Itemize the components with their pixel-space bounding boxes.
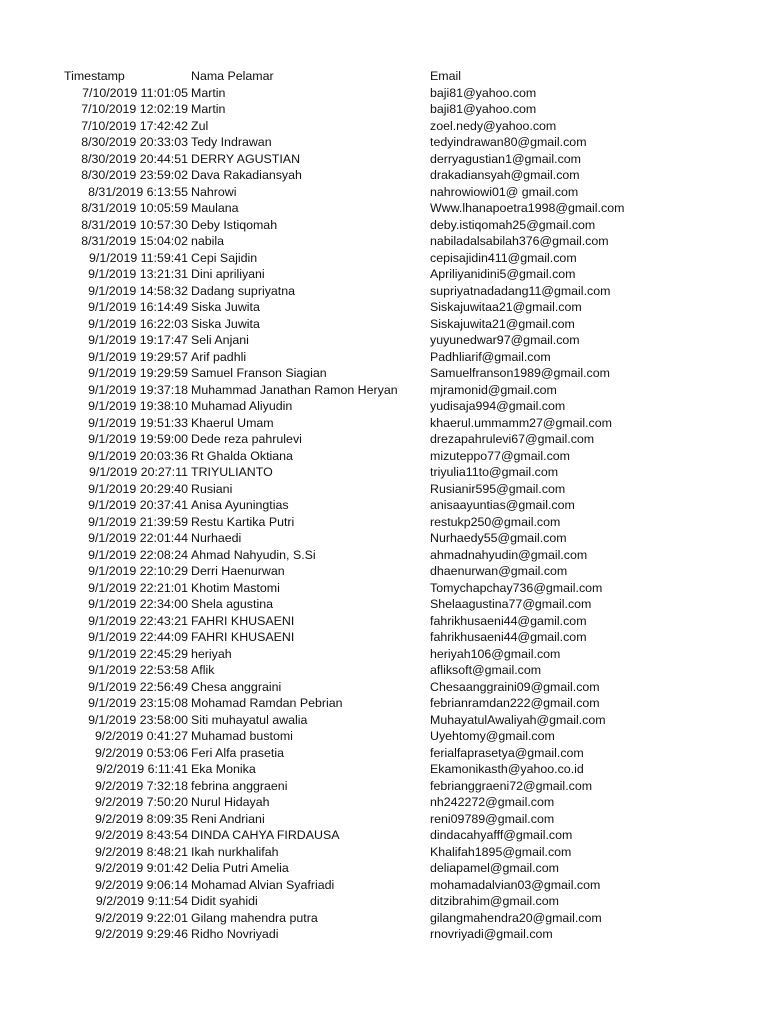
- cell-timestamp: 9/1/2019 22:21:01: [88, 580, 188, 595]
- cell-name: Aflik: [191, 663, 215, 677]
- cell-name: heriyah: [191, 646, 232, 661]
- cell-name: Restu Kartika Putri: [191, 514, 295, 529]
- cell-name: Siti muhayatul awalia: [191, 712, 308, 727]
- cell-timestamp: 9/1/2019 22:44:09: [88, 630, 188, 644]
- cell-name: Dadang supriyatna: [191, 283, 296, 298]
- cell-email: anisaayuntias@gmail.com: [430, 498, 575, 512]
- cell-timestamp: 8/30/2019 20:33:03: [81, 135, 188, 149]
- cell-name: Siska Juwita: [191, 316, 260, 331]
- table-row: [0, 365, 768, 382]
- cell-email: fahrikhusaeni44@gamil.com: [430, 613, 587, 628]
- cell-timestamp: 9/1/2019 19:29:57: [88, 349, 188, 364]
- cell-email: drezapahrulevi67@gmail.com: [430, 432, 595, 446]
- cell-name: FAHRI KHUSAENI: [191, 630, 295, 644]
- table-row: [0, 431, 768, 448]
- table-row: [0, 596, 768, 613]
- cell-name: Mohamad Alvian Syafriadi: [191, 877, 335, 892]
- cell-name: nabila: [191, 234, 225, 248]
- cell-name: Rt Ghalda Oktiana: [191, 448, 293, 463]
- cell-name: Ahmad Nahyudin, S.Si: [191, 547, 316, 562]
- cell-timestamp: 9/1/2019 22:56:49: [88, 679, 188, 694]
- cell-timestamp: 9/1/2019 22:45:29: [88, 646, 188, 661]
- cell-name: Derri Haenurwan: [191, 564, 285, 578]
- cell-name: Muhamad Aliyudin: [191, 399, 293, 413]
- cell-email: yuyunedwar97@gmail.com: [430, 333, 580, 347]
- cell-email: Tomychapchay736@gmail.com: [430, 580, 603, 595]
- cell-timestamp: 9/1/2019 20:29:40: [88, 481, 188, 496]
- table-row: [0, 349, 768, 366]
- cell-timestamp: 9/2/2019 6:11:41: [95, 762, 188, 776]
- cell-timestamp: 9/1/2019 22:10:29: [88, 564, 188, 578]
- cell-email: gilangmahendra20@gmail.com: [430, 910, 602, 925]
- cell-email: Rusianir595@gmail.com: [430, 481, 566, 496]
- table-row: [0, 250, 768, 267]
- cell-email: derryagustian1@gmail.com: [430, 151, 582, 166]
- cell-timestamp: 9/1/2019 19:51:33: [88, 415, 188, 430]
- cell-name: Maulana: [191, 201, 239, 215]
- cell-name: TRIYULIANTO: [191, 465, 273, 479]
- cell-email: mizuteppo77@gmail.com: [430, 448, 570, 463]
- table-row: [0, 893, 768, 910]
- table-row: [0, 85, 768, 102]
- table-row: [0, 266, 768, 283]
- cell-email: dhaenurwan@gmail.com: [430, 564, 568, 578]
- cell-timestamp: 7/10/2019 12:02:19: [81, 102, 188, 116]
- table-row: [0, 827, 768, 844]
- cell-timestamp: 9/2/2019 9:06:14: [94, 877, 188, 892]
- table-row: [0, 910, 768, 927]
- table-row: [0, 547, 768, 564]
- cell-name: Anisa Ayuningtias: [191, 498, 289, 512]
- cell-email: Samuelfranson1989@gmail.com: [430, 366, 610, 380]
- table-row: [0, 382, 768, 399]
- cell-email: triyulia11to@gmail.com: [430, 465, 559, 479]
- table-row: [0, 415, 768, 432]
- cell-name: Feri Alfa prasetia: [191, 745, 284, 760]
- cell-timestamp: 9/1/2019 22:34:00: [88, 597, 188, 611]
- table-row: [0, 151, 768, 168]
- cell-name: Khaerul Umam: [191, 415, 274, 430]
- cell-timestamp: 9/2/2019 9:11:54: [95, 894, 188, 908]
- table-row: [0, 877, 768, 894]
- table-row: [0, 794, 768, 811]
- cell-email: Chesaanggraini09@gmail.com: [430, 679, 600, 694]
- table-row: [0, 316, 768, 333]
- cell-email: Uyehtomy@gmail.com: [430, 729, 555, 743]
- cell-timestamp: 9/2/2019 8:48:21: [94, 844, 188, 859]
- cell-email: Padhliarif@gmail.com: [430, 349, 551, 364]
- cell-timestamp: 8/31/2019 10:05:59: [81, 201, 188, 215]
- table-row: [0, 398, 768, 415]
- cell-timestamp: 9/2/2019 0:53:06: [94, 745, 188, 760]
- cell-timestamp: 8/30/2019 23:59:02: [81, 168, 188, 182]
- cell-email: Siskajuwita21@gmail.com: [430, 316, 575, 331]
- table-row: [0, 464, 768, 481]
- cell-name: Delia Putri Amelia: [191, 861, 289, 875]
- cell-timestamp: 7/10/2019 17:42:42: [81, 118, 188, 133]
- cell-timestamp: 8/30/2019 20:44:51: [81, 151, 188, 166]
- cell-timestamp: 9/2/2019 9:01:42: [94, 861, 188, 875]
- cell-timestamp: 9/2/2019 8:43:54: [94, 828, 188, 842]
- cell-name: febrina anggraeni: [191, 778, 288, 793]
- cell-timestamp: 9/2/2019 9:22:01: [94, 910, 188, 925]
- cell-timestamp: 9/1/2019 20:27:11: [89, 465, 188, 479]
- table-row: [0, 844, 768, 861]
- cell-name: Muhamad bustomi: [191, 729, 293, 743]
- cell-name: Reni Andriani: [191, 811, 265, 826]
- cell-email: tedyindrawan80@gmail.com: [430, 135, 587, 149]
- cell-email: Shelaagustina77@gmail.com: [430, 597, 592, 611]
- cell-email: deliapamel@gmail.com: [430, 861, 559, 875]
- table-row: [0, 679, 768, 696]
- cell-email: heriyah106@gmail.com: [430, 646, 561, 661]
- cell-name: Ikah nurkhalifah: [191, 844, 279, 859]
- cell-email: drakadiansyah@gmail.com: [430, 168, 580, 182]
- cell-name: Gilang mahendra putra: [191, 910, 318, 925]
- table-row: [0, 514, 768, 531]
- cell-email: baji81@yahoo.com: [430, 85, 537, 100]
- table-header-row: [0, 68, 768, 85]
- cell-timestamp: 9/2/2019 0:41:27: [94, 729, 188, 743]
- cell-timestamp: 9/1/2019 16:22:03: [88, 316, 188, 331]
- cell-name: Tedy Indrawan: [191, 135, 272, 149]
- cell-timestamp: 7/10/2019 11:01:05: [82, 85, 188, 100]
- header-timestamp: Timestamp: [64, 69, 125, 83]
- cell-email: Ekamonikasth@yahoo.co.id: [430, 762, 584, 776]
- table-row: [0, 283, 768, 300]
- cell-timestamp: 9/1/2019 11:59:41: [89, 250, 188, 265]
- cell-name: DINDA CAHYA FIRDAUSA: [191, 828, 340, 842]
- table-row: [0, 761, 768, 778]
- header-email: Email: [430, 69, 461, 83]
- table-row: [0, 778, 768, 795]
- cell-name: Zul: [191, 118, 209, 133]
- cell-name: Nurhaedi: [191, 531, 242, 545]
- cell-name: Seli Anjani: [191, 333, 249, 347]
- cell-timestamp: 9/1/2019 23:58:00: [88, 712, 188, 727]
- cell-email: yudisaja994@gmail.com: [430, 399, 566, 413]
- cell-timestamp: 9/1/2019 23:15:08: [88, 696, 188, 710]
- cell-email: mohamadalvian03@gmail.com: [430, 877, 601, 892]
- cell-name: Cepi Sajidin: [191, 250, 258, 265]
- cell-email: nahrowiowi01@ gmail.com: [430, 184, 579, 199]
- cell-name: Martin: [191, 85, 226, 100]
- cell-email: nabiladalsabilah376@gmail.com: [430, 234, 609, 248]
- cell-name: Shela agustina: [191, 597, 273, 611]
- table-row: [0, 167, 768, 184]
- table-row: [0, 134, 768, 151]
- cell-timestamp: 8/31/2019 15:04:02: [81, 234, 188, 248]
- table-row: [0, 217, 768, 234]
- cell-email: febrianramdan222@gmail.com: [430, 696, 600, 710]
- table-row: [0, 200, 768, 217]
- cell-timestamp: 9/1/2019 16:14:49: [88, 300, 188, 314]
- cell-timestamp: 9/1/2019 19:59:00: [88, 432, 188, 446]
- cell-email: Apriliyanidini5@gmail.com: [430, 267, 576, 281]
- cell-name: Ridho Novriyadi: [191, 927, 279, 941]
- table-row: [0, 563, 768, 580]
- cell-timestamp: 9/1/2019 20:37:41: [88, 498, 188, 512]
- table-row: [0, 728, 768, 745]
- cell-name: Deby Istiqomah: [191, 217, 278, 232]
- header-name: Nama Pelamar: [191, 69, 274, 83]
- cell-name: Rusiani: [191, 481, 233, 496]
- cell-name: Mohamad Ramdan Pebrian: [191, 696, 343, 710]
- cell-email: Khalifah1895@gmail.com: [430, 844, 572, 859]
- cell-email: ferialfaprasetya@gmail.com: [430, 745, 584, 760]
- cell-timestamp: 9/1/2019 20:03:36: [88, 448, 188, 463]
- cell-timestamp: 9/2/2019 7:50:20: [94, 795, 188, 809]
- cell-email: mjramonid@gmail.com: [430, 382, 557, 397]
- cell-email: zoel.nedy@yahoo.com: [430, 118, 557, 133]
- cell-email: dindacahyafff@gmail.com: [430, 828, 573, 842]
- cell-timestamp: 9/1/2019 13:21:31: [88, 267, 188, 281]
- table-row: [0, 646, 768, 663]
- cell-timestamp: 9/1/2019 22:01:44: [88, 531, 188, 545]
- cell-email: MuhayatulAwaliyah@gmail.com: [430, 712, 606, 727]
- cell-name: Nahrowi: [191, 184, 237, 199]
- table-row: [0, 332, 768, 349]
- cell-email: Www.lhanapoetra1998@gmail.com: [430, 201, 625, 215]
- cell-name: Khotim Mastomi: [191, 580, 280, 595]
- table-row: [0, 811, 768, 828]
- cell-email: Nurhaedy55@gmail.com: [430, 531, 567, 545]
- cell-timestamp: 9/1/2019 19:37:18: [88, 382, 188, 397]
- cell-name: Dava Rakadiansyah: [191, 168, 302, 182]
- cell-timestamp: 9/1/2019 14:58:32: [88, 283, 188, 298]
- table-row: [0, 662, 768, 679]
- cell-timestamp: 9/1/2019 19:38:10: [88, 399, 188, 413]
- cell-name: Eka Monika: [191, 762, 256, 776]
- cell-name: Dede reza pahrulevi: [191, 432, 302, 446]
- cell-email: deby.istiqomah25@gmail.com: [430, 217, 596, 232]
- cell-email: fahrikhusaeni44@gmail.com: [430, 630, 587, 644]
- cell-timestamp: 9/2/2019 9:29:46: [94, 927, 188, 941]
- table-row: [0, 448, 768, 465]
- cell-name: Muhammad Janathan Ramon Heryan: [191, 382, 398, 397]
- table-row: [0, 481, 768, 498]
- cell-name: Samuel Franson Siagian: [191, 366, 327, 380]
- cell-name: DERRY AGUSTIAN: [191, 151, 301, 166]
- cell-timestamp: 8/31/2019 10:57:30: [81, 217, 188, 232]
- cell-timestamp: 9/1/2019 19:17:47: [88, 333, 188, 347]
- cell-name: Nurul Hidayah: [191, 795, 270, 809]
- cell-timestamp: 9/1/2019 22:53:58: [88, 663, 188, 677]
- table-row: [0, 860, 768, 877]
- cell-email: ahmadnahyudin@gmail.com: [430, 547, 588, 562]
- cell-name: Dini apriliyani: [191, 267, 265, 281]
- cell-name: Arif padhli: [191, 349, 247, 364]
- table-row: [0, 299, 768, 316]
- table-body: [0, 85, 768, 943]
- cell-email: baji81@yahoo.com: [430, 102, 537, 116]
- table-row: [0, 118, 768, 135]
- cell-timestamp: 9/2/2019 8:09:35: [94, 811, 188, 826]
- cell-name: Chesa anggraini: [191, 679, 282, 694]
- table-row: [0, 497, 768, 514]
- cell-timestamp: 9/1/2019 19:29:59: [88, 366, 188, 380]
- cell-email: febrianggraeni72@gmail.com: [430, 778, 593, 793]
- cell-timestamp: 9/1/2019 22:43:21: [88, 613, 188, 628]
- cell-timestamp: 9/1/2019 22:08:24: [88, 547, 188, 562]
- cell-timestamp: 9/2/2019 7:32:18: [94, 778, 188, 793]
- table-row: [0, 629, 768, 646]
- cell-email: afliksoft@gmail.com: [430, 663, 542, 677]
- cell-name: Siska Juwita: [191, 300, 260, 314]
- cell-email: nh242272@gmail.com: [430, 795, 555, 809]
- table-row: [0, 233, 768, 250]
- cell-timestamp: 9/1/2019 21:39:59: [88, 514, 188, 529]
- cell-email: cepisajidin411@gmail.com: [430, 250, 577, 265]
- cell-name: Didit syahidi: [191, 894, 258, 908]
- table-row: [0, 101, 768, 118]
- cell-timestamp: 8/31/2019 6:13:55: [88, 184, 188, 199]
- cell-name: Martin: [191, 102, 226, 116]
- table-row: [0, 712, 768, 729]
- applicant-table: [0, 68, 768, 943]
- table-row: [0, 745, 768, 762]
- table-row: [0, 530, 768, 547]
- cell-name: FAHRI KHUSAENI: [191, 613, 295, 628]
- table-row: [0, 580, 768, 597]
- table-row: [0, 184, 768, 201]
- cell-email: reni09789@gmail.com: [430, 811, 555, 826]
- table-row: [0, 613, 768, 630]
- table-row: [0, 695, 768, 712]
- table-row: [0, 926, 768, 943]
- cell-email: khaerul.ummamm27@gmail.com: [430, 415, 612, 430]
- cell-email: Siskajuwitaa21@gmail.com: [430, 300, 582, 314]
- cell-email: ditzibrahim@gmail.com: [430, 894, 559, 908]
- cell-email: rnovriyadi@gmail.com: [430, 927, 553, 941]
- cell-email: supriyatnadadang11@gmail.com: [430, 283, 611, 298]
- cell-email: restukp250@gmail.com: [430, 514, 561, 529]
